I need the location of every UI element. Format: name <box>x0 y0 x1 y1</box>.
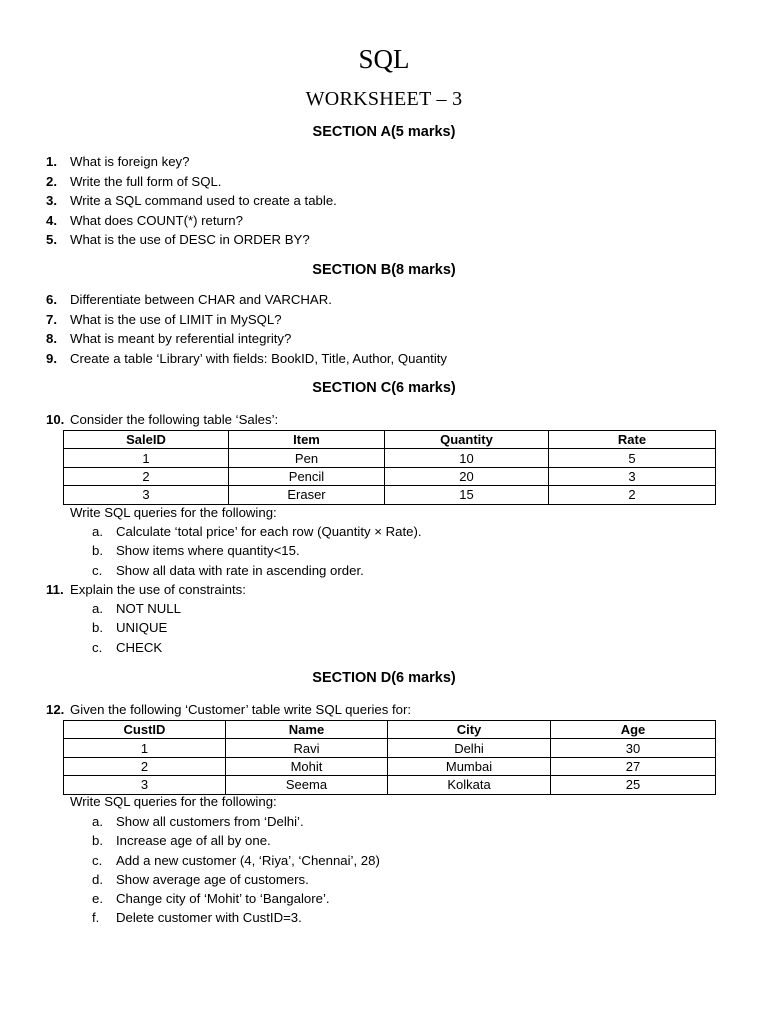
list-item <box>92 638 732 657</box>
table-cell: Pencil <box>229 467 385 485</box>
table-row <box>64 757 716 775</box>
part-letter: b. <box>92 543 103 559</box>
column-header: SaleID <box>64 431 229 449</box>
part-letter: b. <box>92 620 103 636</box>
question-text: Explain the use of constraints: <box>70 582 246 597</box>
column-header: Quantity <box>385 431 549 449</box>
part-text: NOT NULL <box>116 601 181 616</box>
question-3 <box>46 191 726 211</box>
question-number: 2. <box>46 173 57 189</box>
question-10 <box>46 410 726 430</box>
table-cell: 3 <box>549 467 716 485</box>
table-cell: 2 <box>549 486 716 504</box>
table-cell: Eraser <box>229 486 385 504</box>
question-6 <box>46 290 726 310</box>
list-item <box>92 618 732 637</box>
table-row <box>64 739 716 757</box>
table-row <box>64 467 716 485</box>
part-text: Show all customers from ‘Delhi’. <box>116 814 304 829</box>
table-cell: 27 <box>551 757 716 775</box>
question-number: 9. <box>46 350 57 366</box>
table-cell: 3 <box>64 486 229 504</box>
question-number: 5. <box>46 232 57 247</box>
table-cell: 1 <box>64 739 226 757</box>
question-text: What does COUNT(*) return? <box>70 212 243 228</box>
worksheet-title: SQL <box>358 44 410 74</box>
part-text: Increase age of all by one. <box>116 833 271 849</box>
table-cell: 30 <box>551 739 716 757</box>
list-item <box>92 870 732 889</box>
table-cell: Mohit <box>226 757 388 775</box>
part-letter: f. <box>92 910 100 926</box>
question-7 <box>46 310 726 330</box>
question-5 <box>46 230 726 250</box>
part-letter: c. <box>92 562 103 578</box>
part-text: Show average age of customers. <box>116 871 309 887</box>
section-a-questions <box>46 152 726 250</box>
worksheet-subtitle: WORKSHEET – 3 <box>305 88 463 110</box>
column-header: CustID <box>64 721 226 739</box>
sales-table <box>63 430 716 505</box>
question-number: 7. <box>46 311 57 327</box>
part-letter: c. <box>92 639 103 655</box>
part-letter: a. <box>92 601 103 616</box>
table-cell: 20 <box>385 467 549 485</box>
part-text: Delete customer with CustID=3. <box>116 910 302 926</box>
table-cell: Kolkata <box>388 776 551 794</box>
q10-parts <box>92 522 732 580</box>
column-header: Rate <box>549 431 716 449</box>
part-text: Calculate ‘total price’ for each row (Quantity × Rate). <box>116 524 422 539</box>
table-row <box>64 776 716 794</box>
section-a-heading: SECTION A(5 marks) <box>312 124 456 140</box>
question-8 <box>46 329 726 349</box>
part-text: Change city of ‘Mohit’ to ‘Bangalore’. <box>116 891 330 907</box>
question-number: 4. <box>46 212 57 228</box>
question-text: Consider the following table ‘Sales’: <box>70 412 279 427</box>
table-cell: 1 <box>64 449 229 467</box>
list-item <box>92 812 732 831</box>
question-text: What is the use of DESC in ORDER BY? <box>70 232 310 247</box>
table-cell: Pen <box>229 449 385 467</box>
question-number: 8. <box>46 331 57 346</box>
question-12 <box>46 700 726 720</box>
question-number: 3. <box>46 193 57 208</box>
question-number: 6. <box>46 292 57 307</box>
q12-instruction: Write SQL queries for the following: <box>70 794 277 809</box>
q11-parts <box>92 599 732 657</box>
part-letter: c. <box>92 852 103 868</box>
list-item <box>92 599 732 618</box>
part-letter: b. <box>92 833 103 849</box>
column-header: Age <box>551 721 716 739</box>
question-number: 10. <box>46 412 65 427</box>
section-b-heading: SECTION B(8 marks) <box>312 262 456 278</box>
table-row <box>64 486 716 504</box>
list-item <box>92 851 732 870</box>
question-1 <box>46 152 726 172</box>
table-cell: 3 <box>64 776 226 794</box>
question-text: Write a SQL command used to create a table. <box>70 193 337 208</box>
section-b-questions <box>46 290 726 368</box>
section-d-heading: SECTION D(6 marks) <box>312 670 456 686</box>
question-11 <box>46 580 726 600</box>
question-text: What is the use of LIMIT in MySQL? <box>70 311 282 327</box>
table-cell: 2 <box>64 757 226 775</box>
list-item <box>92 561 732 580</box>
question-text: Create a table ‘Library’ with fields: BookID, Title, Author, Quantity <box>70 350 448 366</box>
column-header: Name <box>226 721 388 739</box>
q10-instruction: Write SQL queries for the following: <box>70 505 277 520</box>
list-item <box>92 541 732 560</box>
question-text: What is meant by referential integrity? <box>70 331 292 346</box>
part-text: CHECK <box>116 639 163 655</box>
question-9 <box>46 349 726 369</box>
customer-table <box>63 720 716 795</box>
question-4 <box>46 211 726 231</box>
table-header-row <box>64 431 716 449</box>
list-item <box>92 522 732 541</box>
q12-parts <box>92 812 732 928</box>
part-text: UNIQUE <box>116 620 168 636</box>
table-row <box>64 449 716 467</box>
question-2 <box>46 172 726 192</box>
table-header-row <box>64 721 716 739</box>
question-text: What is foreign key? <box>70 154 190 169</box>
question-number: 1. <box>46 154 57 169</box>
part-letter: a. <box>92 524 103 539</box>
part-text: Show items where quantity<15. <box>116 543 300 559</box>
list-item <box>92 889 732 908</box>
table-cell: Delhi <box>388 739 551 757</box>
part-letter: a. <box>92 814 103 829</box>
part-text: Add a new customer (4, ‘Riya’, ‘Chennai’, 28) <box>116 852 380 868</box>
question-text: Differentiate between CHAR and VARCHAR. <box>70 292 332 307</box>
table-cell: Mumbai <box>388 757 551 775</box>
question-number: 11. <box>46 582 64 597</box>
list-item <box>92 908 732 927</box>
part-letter: d. <box>92 871 103 887</box>
question-text: Given the following ‘Customer’ table write SQL queries for: <box>70 702 412 717</box>
table-cell: 2 <box>64 467 229 485</box>
part-text: Show all data with rate in ascending order. <box>116 562 364 578</box>
table-cell: Seema <box>226 776 388 794</box>
column-header: Item <box>229 431 385 449</box>
list-item <box>92 831 732 850</box>
part-letter: e. <box>92 891 103 907</box>
table-cell: 15 <box>385 486 549 504</box>
section-c-heading: SECTION C(6 marks) <box>312 380 456 396</box>
table-cell: Ravi <box>226 739 388 757</box>
table-cell: 10 <box>385 449 549 467</box>
column-header: City <box>388 721 551 739</box>
question-text: Write the full form of SQL. <box>70 173 222 189</box>
table-cell: 5 <box>549 449 716 467</box>
table-cell: 25 <box>551 776 716 794</box>
question-number: 12. <box>46 702 65 717</box>
